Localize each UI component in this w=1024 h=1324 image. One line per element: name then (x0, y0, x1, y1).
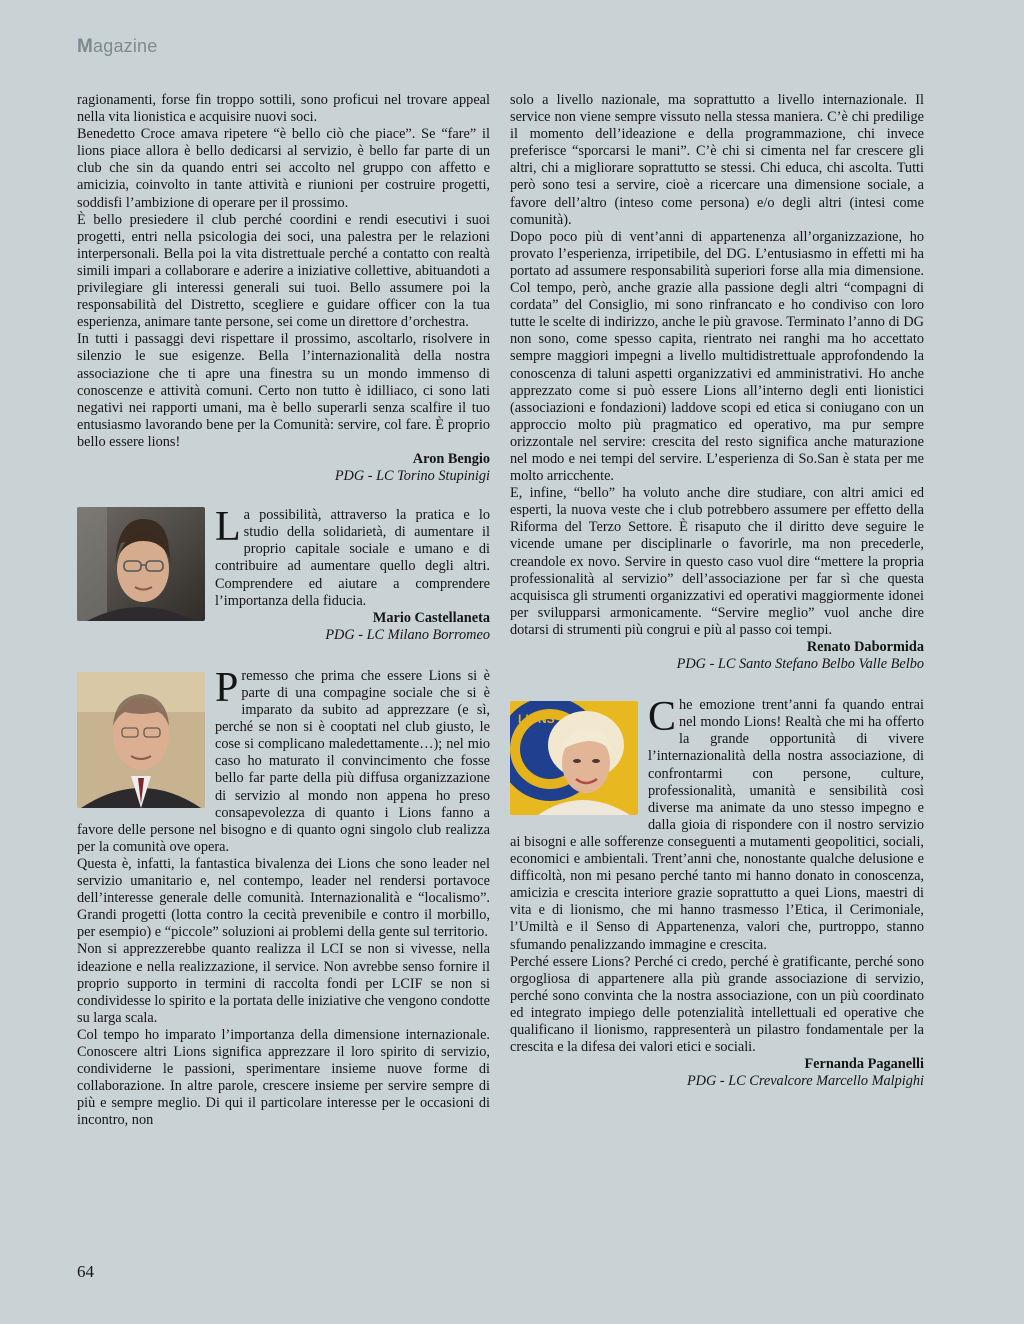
lions-logo-text: LIONS (518, 712, 555, 727)
right-column (510, 92, 924, 1090)
paganelli-article (510, 694, 924, 1090)
third-article (77, 664, 490, 1130)
author-name: Aron Bengio (412, 450, 490, 467)
drop-cap: C (648, 694, 677, 741)
drop-cap: P (215, 664, 239, 711)
castellaneta-block (77, 507, 490, 644)
signature-paganelli (510, 1056, 924, 1090)
author-club: PDG - LC Milano Borromeo (325, 626, 490, 643)
signature-bengio (77, 451, 490, 485)
paragraph-text: remesso che prima che essere Lions si è parte di una compagine sociale che si è imparato da subito ad apprezzare (e sì, perché se non si è cooptati nel club giusto, le cose si complicano maledettamente…); nel mio caso ho maturato il convincimento che fosse bello far parte della più diffusa organizzazione di servizio al mondo non appena ho preso consapevolezza di quanto i Lions fanno a favore delle persone nel bisogno e di quanto ogni singolo club realizza per la comunità ove opera. (77, 667, 490, 855)
paragraph: Questa è, infatti, la fantastica bivalenza dei Lions che sono leader nel servizio umanitario e, nel contempo, leader nel rendersi portavoce dell’interesse generale delle comunità. Internazionalità e “localismo”. Grandi progetti (lotta contro la cecità prevenibile e contro il morbillo, per esempio) e “piccole” soluzioni ai problemi della gente sul territorio. (77, 855, 490, 941)
author-club: PDG - LC Santo Stefano Belbo Valle Belbo (676, 656, 924, 673)
paragraph: È bello presiedere il club perché coordini e rendi esecutivi i suoi progetti, entri nella psicologia dei soci, una palestra per le relazioni interpersonali. Bella poi la vita distrettuale perché a contatto con realtà simili impari a collaborare e aderire a iniziative collettive, abituandoti a privilegiare gli interessi generali sui tuoi. Bello assumere poi la responsabilità del Distretto, scegliere e guidare officer con la tua esperienza, animare tante persone, sei come un direttore d’orchestra. (77, 211, 490, 331)
paragraph: In tutti i passaggi devi rispettare il prossimo, ascoltarlo, risolvere in silenzio le sue esigenze. Bella l’internazionalità della nostra associazione che ti apre una finestra su un mondo immenso di conoscenze e attività comuni. Certo non tutto è idilliaco, ci sono lati negativi nei rapporti umani, ma è bello superarli senza scalfire il tuo entusiasmo lavorando bene per la Comunità: servire, col fare. È proprio bello essere lions! (77, 331, 490, 450)
header-rest: agazine (93, 36, 158, 56)
paragraph: solo a livello nazionale, ma soprattutto a livello internazionale. Il service non viene sempre vissuto nella stessa maniera. C’è chi predilige il momento dell’ideazione e della programmazione, chi invece preferisce “sporcarsi le mani”. C’è chi si cimenta nel far crescere gli altri, chi a migliorare soprattutto se stessi. Chi educa, chi ascolta. Tutti però sono tesi a servire, cioè a ricercare una dimensione sociale, a favore dell’altro (inteso come persona) e/o degli altri (intesi come comunità). (510, 92, 924, 228)
header-initial: M (77, 36, 94, 57)
author-name: Mario Castellaneta (372, 609, 490, 626)
paragraph: Perché essere Lions? Perché ci credo, perché è gratificante, perché sono orgogliosa di appartenere alla più grande associazione di servizio, perché sono convinta che la nostra associazione, con un più coordinato ed integrato impiego delle potenzialità intellettuali ed operative che qualificano il lionismo, rappresenterà un pilastro fondamentale per la crescita e la difesa dei valori etici e sociali. (510, 953, 924, 1056)
page-number: 64 (77, 1262, 94, 1281)
paragraph: a possibilità, attraverso la pratica e lo studio della solidarietà, di aumentare il proprio capitale sociale e umano e di contribuire ad aumentare quello degli altri. Comprendere ed aiutare a comprendere l’importanza della fiducia. (215, 507, 490, 609)
paragraph-text: he emozione trent’anni fa quando entrai nel mondo Lions! Realtà che mi ha offerto la grande opportunità di vivere l’internazionalità della nostra associazione, di confrontarmi con persone, culture, professionalità, umanità e sensibilità così diverse ma animate da uno stesso impegno e dalla gioia di rispondere con il nostro servizio ai bisogni e alle sofferenze conseguenti a mutamenti geopolitici, sociali, economici e ambientali. Trent’anni che, nonostante qualche delusione e difficoltà, non mi pesano perché tanto mi hanno donato in conoscenza, amicizia e crescita interiore grazie soprattutto a quei Lions, maestri di vita e di lionismo, che mi hanno trasmesso l’Etica, il Cerimoniale, l’Umiltà e il Senso di Appartenenza, valori che, purtroppo, stanno sfumando penalizzando immagine e crescita. (510, 697, 924, 953)
left-column (77, 92, 490, 1129)
drop-cap: L (215, 507, 241, 551)
author-name: Renato Dabormida (806, 639, 924, 655)
paragraph: Non si apprezzerebbe quanto realizza il LCI se non si vivesse, nella ideazione e nella realizzazione, il service. Non avrebbe senso fornire il proprio supporto in termini di raccolta fondi per LCIF se non si condividesse lo spirito e la portata delle iniziative che vengono condotte su larga scala. (77, 941, 490, 1026)
signature-dabormida (510, 639, 924, 673)
magazine-header (77, 36, 157, 58)
paragraph: Col tempo ho imparato l’importanza della dimensione internazionale. Conoscere altri Lions significa apprezzare il loro spirito di servizio, condividerne le passioni, sperimentare insieme nuove forme di collaborazione. In altre parole, crescere insieme per servire sempre di più e sempre meglio. Di qui il particolare interesse per le occasioni di incontro, non (77, 1026, 490, 1129)
portrait-photo-man-glasses (77, 507, 205, 621)
portrait-photo-woman-lions-logo (510, 701, 638, 815)
portrait-photo-man-suit (77, 672, 205, 808)
paragraph: ragionamenti, forse fin troppo sottili, sono proficui nel trovare appeal nella vita lionistica e acquisire nuovi soci. (77, 92, 490, 126)
paragraph: Benedetto Croce amava ripetere “è bello ciò che piace”. Se “fare” il lions piace allora è bello dedicarsi al servizio, è bello far parte di un club che sin da quando entri sei accolto nel gruppo con affetto e amicizia, coinvolto in tante attività e riunioni per costruire progetti, soddisfi l’ambizione di operare per il prossimo. (77, 126, 490, 211)
author-club: PDG - LC Torino Stupinigi (334, 468, 490, 485)
author-club: PDG - LC Crevalcore Marcello Malpighi (686, 1073, 924, 1090)
author-name: Fernanda Paganelli (804, 1056, 924, 1073)
paragraph: E, infine, “bello” ha voluto anche dire studiare, con altri amici ed esperti, la nuova veste che i club potrebbero assumere per effetto della Riforma del Terzo Settore. È risaputo che il diritto deve seguire le vicende umane per disciplinarle o favorirle, ma non precederle, creandole ex novo. Servire in questo caso vuol dire “mettere la propria professionalità al servizio” dell’associazione per far sì che questa acquisisca gli strumenti organizzativi ed operativi maggiormente idonei per svilupparsi armonicamente. “Servire meglio” vuol anche dire dotarsi di strumenti più congrui e più al passo coi tempi. (510, 485, 924, 638)
paragraph: Dopo poco più di vent’anni di appartenenza all’organizzazione, ho provato l’esperienza, irripetibile, del DG. L’entusiasmo in effetti mi ha portato ad assumere responsabilità superiori forse alla mia dimensione. Col tempo, però, anche grazie alla passione degli altri “compagni di cordata” del Consiglio, mi sono rinfrancato e ho condiviso con loro tutte le scelte di indirizzo, anche le più gravose. Terminato l’anno di DG non sono, come spesso capita, rientrato nei ranghi ma ho accettato sempre maggiori impegni a livello multidistrettuale approfondendo la conoscenza di taluni aspetti organizzativi ed amministrativi. Ho anche apprezzato come si può essere Lions all’interno degli enti lionistici (associazioni e fondazioni) laddove scopi ed etica si coniugano con un approccio molto più pragmatico ed operativo, ma pur sempre orizzontale nel servire: crescita del resto significa anche maturazione nel modo e nei tempi del servire. L’esperienza di So.San è stata per me molto arricchente. (510, 228, 924, 485)
